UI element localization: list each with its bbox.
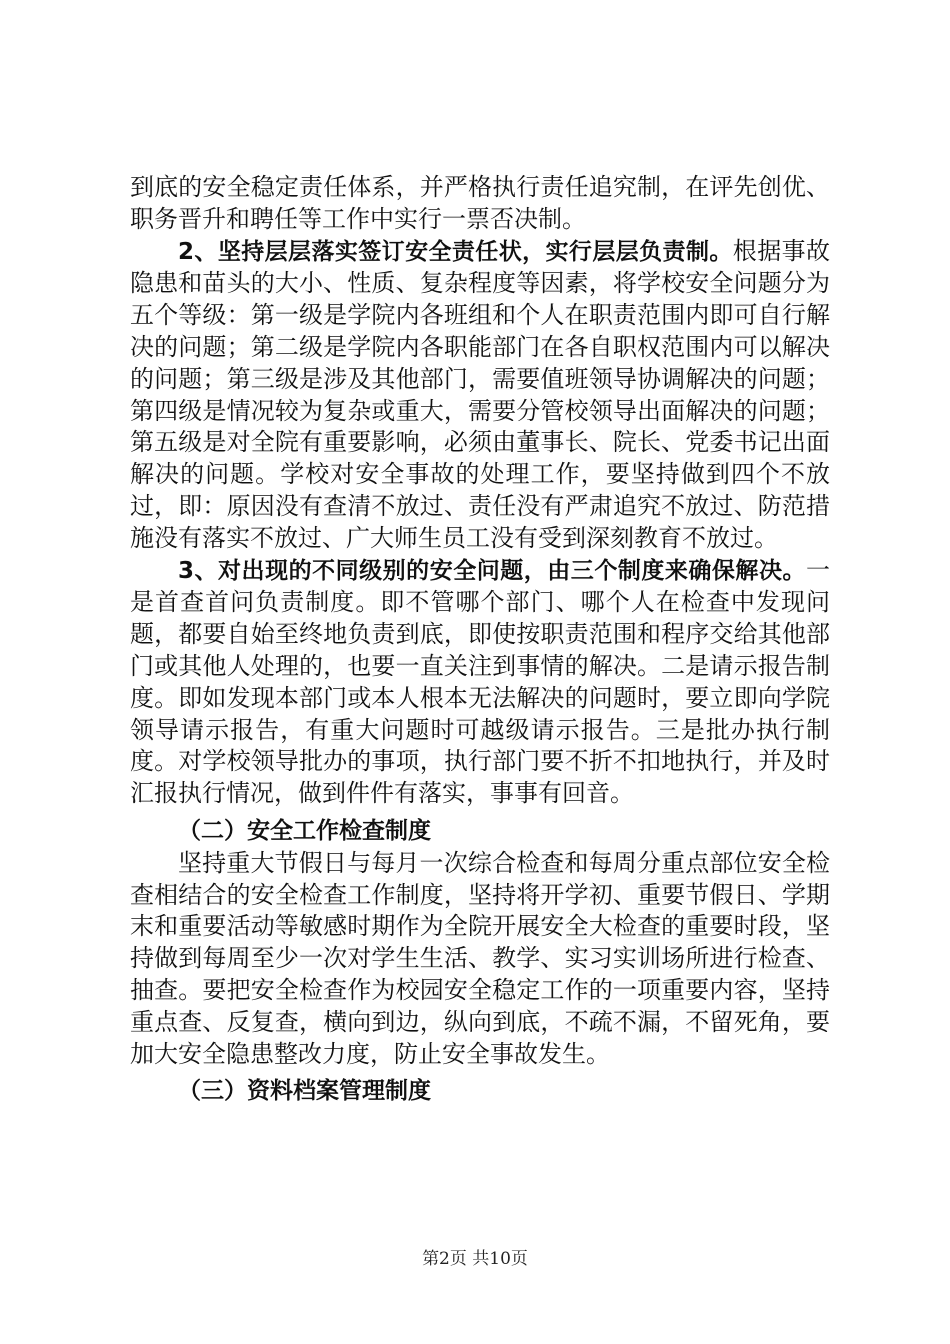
paragraph-continuation xyxy=(130,172,830,236)
paragraph-three-systems xyxy=(130,555,830,810)
paragraph-inspection xyxy=(130,848,830,1071)
paragraph-lead-heading: 3、对出现的不同级别的安全问题，由三个制度来确保解决。 xyxy=(178,557,806,584)
paragraph-responsibility-levels xyxy=(130,236,830,555)
paragraph-text: 到底的安全稳定责任体系，并严格执行责任追究制，在评先创优、职务晋升和聘任等工作中实行一票否决制。 xyxy=(130,173,830,233)
paragraph-lead-heading: 2、坚持层层落实签订安全责任状，实行层层负责制。 xyxy=(178,238,733,265)
paragraph-text: 一是首查首问负责制度。即不管哪个部门、哪个人在检查中发现问题，都要自始至终地负责到底，即使按职责范围和程序交给其他部门或其他人处理的，也要一直关注到事情的解决。二是请示报告制度。即如发现本部门或本人根本无法解决的问题时，要立即向学院领导请示报告，有重大问题时可越级请示报告。三是批办执行制度。对学校领导批办的事项，执行部门要不折不扣地执行，并及时汇报执行情况，做到件件有落实，事事有回音。 xyxy=(130,555,830,808)
paragraph-text: 坚持重大节假日与每月一次综合检查和每周分重点部位安全检查相结合的安全检查工作制度，坚持将开学初、重要节假日、学期末和重要活动等敏感时期作为全院开展安全大检查的重要时段，坚持做到每周至少一次对学生生活、教学、实习实训场所进行检查、抽查。要把安全检查作为校园安全稳定工作的一项重要内容，坚持重点查、反复查，横向到边，纵向到底，不疏不漏，不留死角，要加大安全隐患整改力度，防止安全事故发生。 xyxy=(130,848,830,1068)
document-body xyxy=(130,172,830,1108)
section-heading-inspection: （二）安全工作检查制度 xyxy=(178,817,431,844)
page-number-footer: 第2页 共10页 xyxy=(422,1249,528,1269)
section-heading-archives: （三）资料档案管理制度 xyxy=(178,1078,431,1105)
paragraph-text: 根据事故隐患和苗头的大小、性质、复杂程度等因素，将学校安全问题分为五个等级：第一级是学院内各班组和个人在职责范围内即可自行解决的问题；第二级是学院内各职能部门在各自职权范围内可以解决的问题；第三级是涉及其他部门，需要值班领导协调解决的问题；第四级是情况较为复杂或重大，需要分管校领导出面解决的问题；第五级是对全院有重要影响，必须由董事长、院长、党委书记出面解决的问题。学校对安全事故的处理工作，要坚持做到四个不放过，即：原因没有查清不放过、责任没有严肃追究不放过、防范措施没有落实不放过、广大师生员工没有受到深刻教育不放过。 xyxy=(130,236,831,552)
